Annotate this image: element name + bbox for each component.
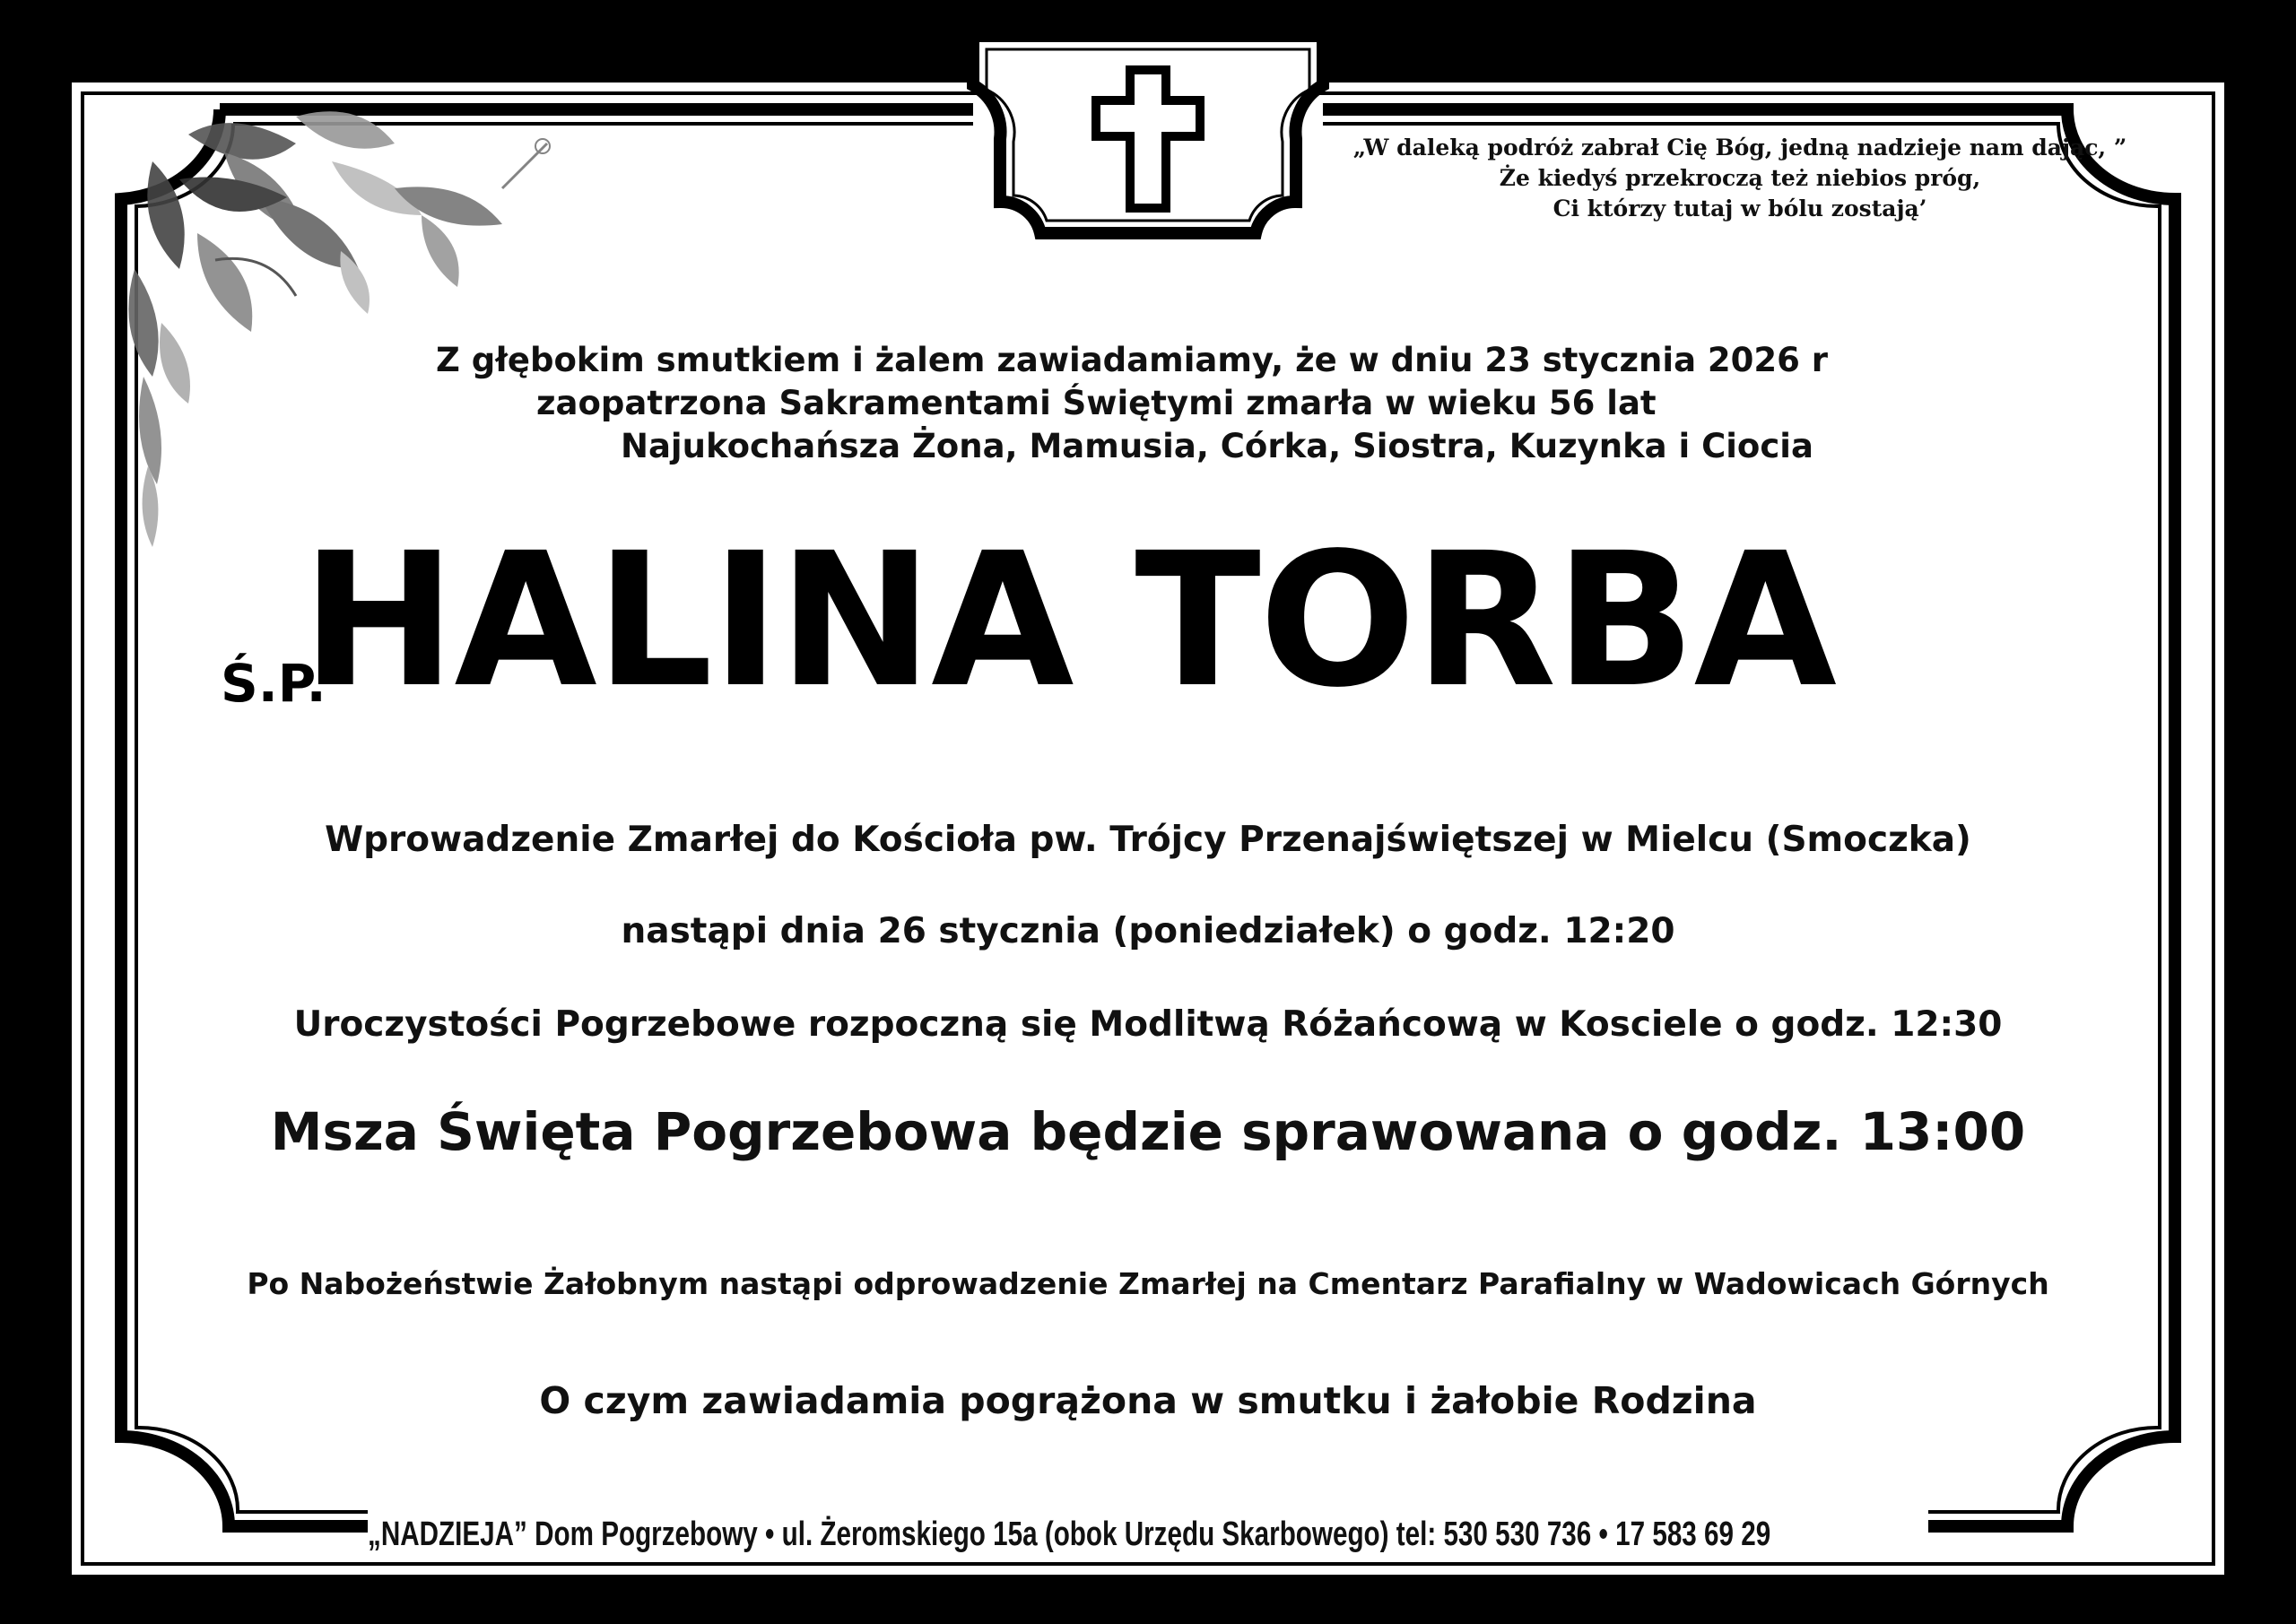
- quote-line-3: Ci którzy tutaj w bólu zostają’: [1552, 195, 1927, 221]
- quote-line-1: „W daleką podróż zabrał Cię Bóg, jedną nadzieje nam dając, ”: [1352, 135, 2127, 161]
- family-signature: O czym zawiadamia pogrążona w smutku i żałobie Rodzina: [539, 1379, 1757, 1422]
- cross-cartouche: [973, 36, 1323, 233]
- funeral-home-footer: „NADZIEJA” Dom Pogrzebowy • ul. Żeromskiego 15a (obok Urzędu Skarbowego) tel: 530 530 736 • 17 583 69 29: [368, 1515, 1771, 1553]
- intro-line-2: zaopatrzona Sakramentami Świętymi zmarła w wieku 56 lat: [536, 384, 1657, 422]
- deceased-name: HALINA TORBA: [301, 513, 1836, 728]
- detail-line-1: Wprowadzenie Zmarłej do Kościoła pw. Trójcy Przenajświętszej w Mielcu (Smoczka): [325, 820, 1971, 860]
- detail-line-3: Uroczystości Pogrzebowe rozpoczną się Modlitwą Różańcową w Kosciele o godz. 12:30: [293, 1004, 2003, 1045]
- intro-line-3: Najukochańsza Żona, Mamusia, Córka, Siostra, Kuzynka i Ciocia: [621, 427, 1813, 465]
- quote-line-2: Że kiedyś przekroczą też niebios próg,: [1499, 165, 1981, 191]
- detail-line-5: Po Nabożeństwie Żałobnym nastąpi odprowadzenie Zmarłej na Cmentarz Parafialny w Wadowicach Górnych: [247, 1266, 2049, 1301]
- memorial-quote: [1327, 133, 2152, 224]
- deceased-prefix: Ś.P.: [221, 653, 326, 714]
- intro-line-1: Z głębokim smutkiem i żalem zawiadamiamy, że w dniu 23 stycznia 2026 r: [436, 341, 1829, 379]
- funeral-mass-line: Msza Święta Pogrzebowa będzie sprawowana o godz. 13:00: [270, 1101, 2026, 1162]
- detail-line-2: nastąpi dnia 26 stycznia (poniedziałek) o godz. 12:20: [621, 911, 1675, 951]
